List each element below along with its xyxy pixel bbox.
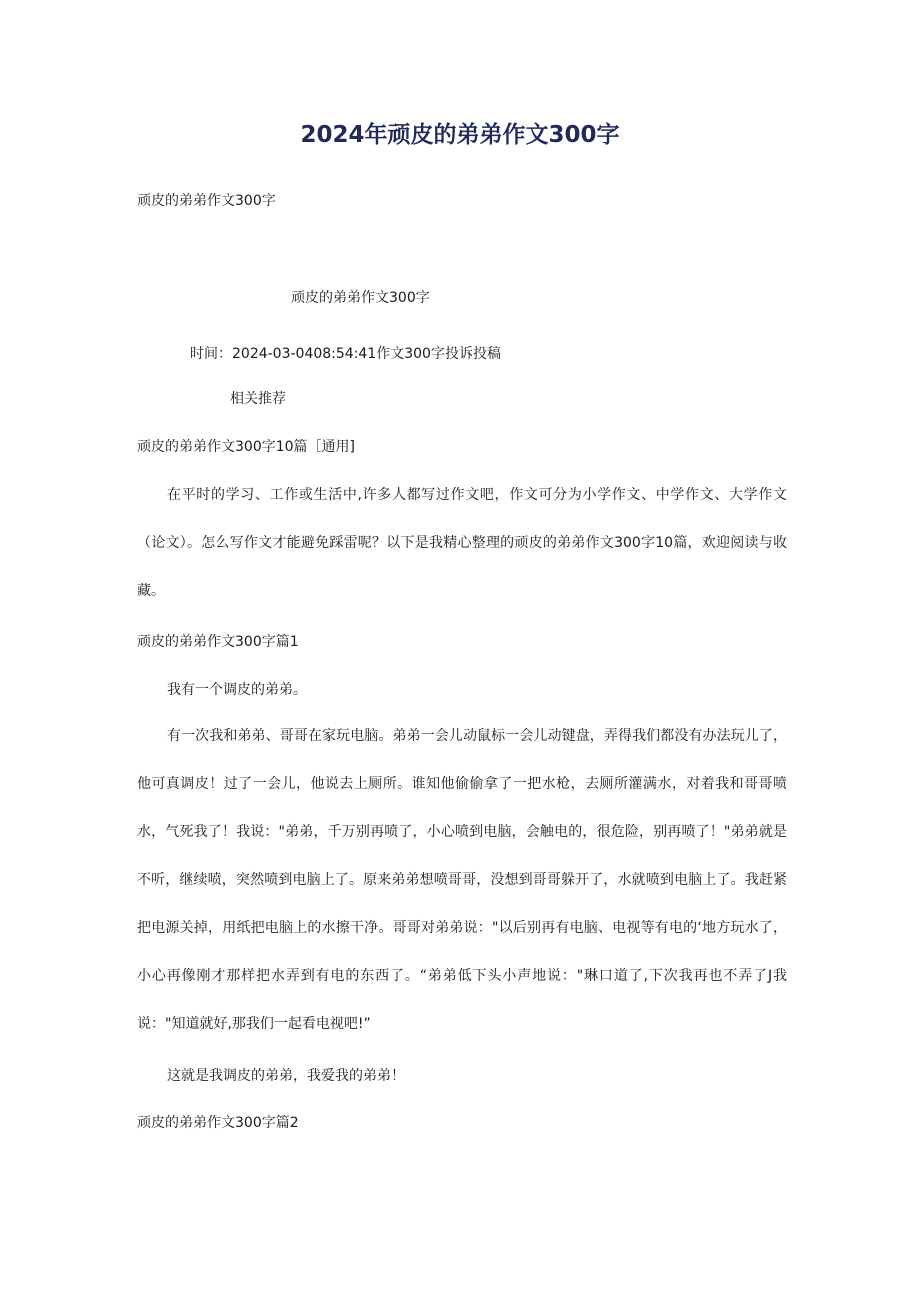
collection-title: 顽皮的弟弟作文300字10篇［通用] [137,439,355,455]
document-title: 2024年顽皮的弟弟作文300字 [300,122,620,148]
section-1-paragraph-3: 这就是我调皮的弟弟，我爱我的弟弟！ [167,1068,405,1084]
intro-paragraph: 在平时的学习、工作或生活中,许多人都写过作文吧，作文可分为小学作文、中学作文、大学作文（论文）。怎么写作文才能避免踩雷呢？以下是我精心整理的顽皮的弟弟作文300字10篇，欢迎阅读与收藏。 [137,487,787,599]
section-1-paragraph-1: 我有一个调皮的弟弟。 [167,682,307,698]
article-heading: 顽皮的弟弟作文300字 [291,290,430,306]
article-meta: 时间：2024-03-0408:54:41作文300字投诉投稿 [190,346,501,362]
section-1-title: 顽皮的弟弟作文300字篇1 [137,634,299,650]
section-2-title: 顽皮的弟弟作文300字篇2 [137,1115,299,1131]
section-1-paragraph-2: 有一次我和弟弟、哥哥在家玩电脑。弟弟一会儿动鼠标一会儿动键盘，弄得我们都没有办法玩儿了，他可真调皮！过了一会儿，他说去上厕所。谁知他偷偷拿了一把水枪，去厕所灌满水，对着我和哥哥喷水，气死我了！我说："弟弟，千万别再喷了，小心喷到电脑，会触电的，很危险，别再喷了！"弟弟就是不听，继续喷，突然喷到电脑上了。原来弟弟想喷哥哥，没想到哥哥躲开了，水就喷到电脑上了。我赶紧把电源关掉，用纸把电脑上的水擦干净。哥哥对弟弟说："以后别再有电脑、电视等有电的‘地方玩水了，小心再像刚才那样把水弄到有电的东西了。“弟弟低下头小声地说："琳口道了,下次我再也不弄了J我说："知道就好,那我们一起看电视吧!” [137,728,787,1032]
document-subtitle: 顽皮的弟弟作文300字 [137,193,276,209]
related-label: 相关推荐 [230,391,286,407]
